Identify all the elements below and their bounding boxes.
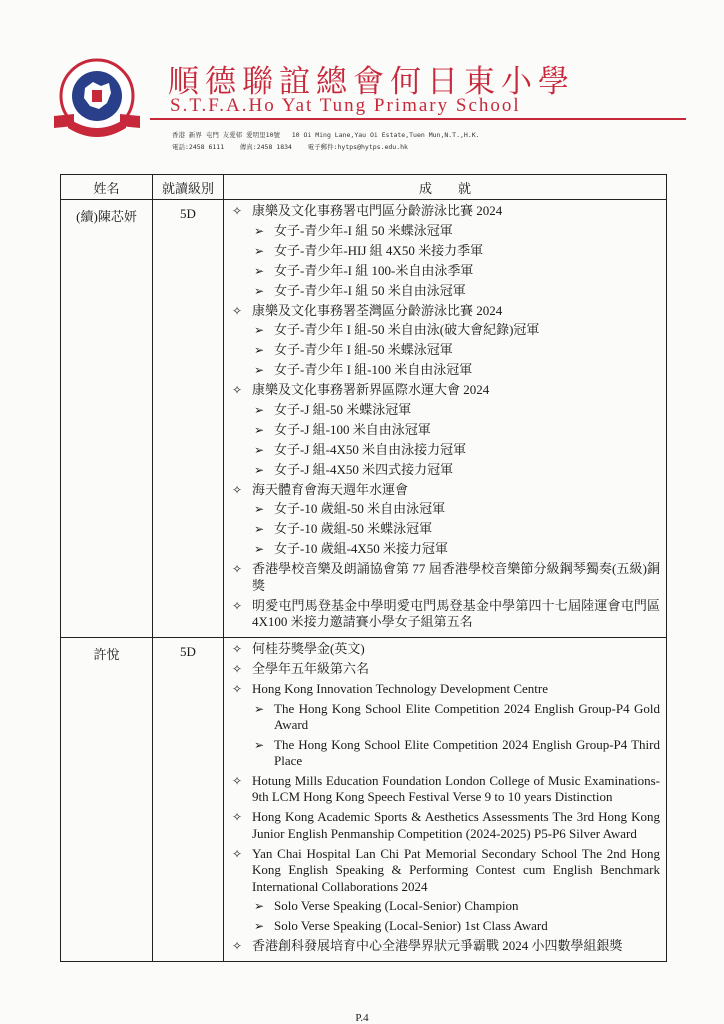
- achievement-item: ✧ 香港創科發展培育中心全港學界狀元爭霸戰 2024 小四數學組銀獎: [230, 938, 660, 955]
- achievement-item: [230, 482, 660, 558]
- achievements-table: [60, 174, 667, 962]
- award-item: ➢ 女子-10 歲組-50 米自由泳冠軍: [252, 501, 660, 517]
- achievement-item: [230, 303, 660, 379]
- achievement-text: 康樂及文化事務署屯門區分齡游泳比賽 2024: [252, 203, 503, 218]
- award-item: ➢ 女子-青少年 I 組-100 米自由泳冠軍: [252, 362, 660, 378]
- header-class: 就讀級別: [153, 175, 224, 200]
- achievement-item: ✧ 何桂芬獎學金(英文): [230, 641, 660, 658]
- achievement-item: ✧ 香港學校音樂及朗誦協會第 77 屆香港學校音樂節分級鋼琴獨奏(五級)銅獎: [230, 561, 660, 594]
- award-item: ➢ 女子-青少年-I 組 50 米蝶泳冠軍: [252, 223, 660, 239]
- table-row: [61, 200, 667, 638]
- award-item: ➢ 女子-10 歲組-4X50 米接力冠軍: [252, 541, 660, 557]
- header-name: 姓名: [61, 175, 153, 200]
- student-name: (續)陳芯妍: [61, 200, 153, 638]
- header-achievements: 成 就: [224, 175, 667, 200]
- achievement-item: ✧ Hotung Mills Education Foundation London College of Music Examinations-9th LCM Hong Kong Speech Festival Verse 9 to 10 years Distinction: [230, 773, 660, 806]
- fax-number: 傳真:2458 1834: [239, 143, 292, 151]
- achievement-item: [230, 846, 660, 935]
- achievement-list: [224, 200, 666, 637]
- phone-number: 電話:2458 6111: [172, 143, 225, 151]
- award-list: [252, 898, 660, 934]
- achievement-text: 康樂及文化事務署荃灣區分齡游泳比賽 2024: [252, 302, 503, 318]
- achievement-item: ✧ 全學年五年級第六名: [230, 661, 660, 678]
- achievement-item: [230, 681, 660, 769]
- page-number: P.4: [355, 1012, 369, 1024]
- achievement-text: 海天體育會海天週年水運會: [252, 481, 409, 497]
- award-item: ➢ Solo Verse Speaking (Local-Senior) 1st Class Award: [252, 918, 660, 934]
- email-address: 電子郵件:hytps@hytps.edu.hk: [307, 143, 408, 151]
- award-item: ➢ The Hong Kong School Elite Competition 2024 English Group-P4 Third Place: [252, 737, 660, 769]
- school-contact: [172, 129, 480, 153]
- achievement-item: [230, 203, 660, 299]
- table-row: [61, 638, 667, 962]
- award-item: ➢ 女子-青少年 I 組-50 米自由泳(破大會紀錄)冠軍: [252, 322, 660, 338]
- student-name: 許悅: [61, 638, 153, 962]
- award-item: ➢ 女子-青少年-HIJ 組 4X50 米接力季軍: [252, 243, 660, 259]
- award-item: ➢ 女子-J 組-4X50 米四式接力冠軍: [252, 462, 660, 478]
- student-class: 5D: [153, 638, 224, 962]
- award-item: ➢ The Hong Kong School Elite Competition 2024 English Group-P4 Gold Award: [252, 701, 660, 733]
- achievement-item: ✧ Hong Kong Academic Sports & Aesthetics Assessments The 3rd Hong Kong Junior English Penmanship Competition (2024-2025) P5-P6 Silver Award: [230, 809, 660, 842]
- achievement-cell: [224, 200, 667, 638]
- school-name-english: S.T.F.A.Ho Yat Tung Primary School: [170, 95, 521, 116]
- award-item: ➢ 女子-J 組-4X50 米自由泳接力冠軍: [252, 442, 660, 458]
- award-item: ➢ 女子-青少年 I 組-50 米蝶泳冠軍: [252, 342, 660, 358]
- award-list: [252, 701, 660, 769]
- award-item: ➢ Solo Verse Speaking (Local-Senior) Champion: [252, 898, 660, 914]
- award-item: ➢ 女子-青少年-I 組 100-米自由泳季軍: [252, 263, 660, 279]
- achievement-item: ✧ 明愛屯門馬登基金中學明愛屯門馬登基金中學第四十七屆陸運會屯門區 4X100 米接力邀請賽小學女子組第五名: [230, 598, 660, 631]
- address-chinese: 香港 新界 屯門 友愛邨 愛明里10號: [172, 131, 280, 139]
- address-english: 10 Oi Ming Lane,Yau Oi Estate,Tuen Mun,N.T.,H.K.: [291, 131, 480, 139]
- achievement-text: Yan Chai Hospital Lan Chi Pat Memorial Secondary School The 2nd Hong Kong English Speaking & Performing Contest cum English Benchmark International Collaborations 2024: [252, 845, 660, 894]
- achievement-cell: [224, 638, 667, 962]
- school-name-chinese: 順德聯誼總會何日東小學: [168, 64, 575, 100]
- school-logo: [52, 58, 142, 140]
- award-list: [252, 322, 660, 378]
- achievement-item: [230, 382, 660, 478]
- award-item: ➢ 女子-J 組-50 米蝶泳冠軍: [252, 402, 660, 418]
- table-header-row: [61, 175, 667, 200]
- award-list: [252, 501, 660, 557]
- award-item: ➢ 女子-青少年-I 組 50 米自由泳冠軍: [252, 283, 660, 299]
- achievement-text: Hong Kong Innovation Technology Development Centre: [252, 681, 548, 696]
- student-class: 5D: [153, 200, 224, 638]
- header-divider: [150, 118, 686, 120]
- award-item: ➢ 女子-10 歲組-50 米蝶泳冠軍: [252, 521, 660, 537]
- award-item: ➢ 女子-J 組-100 米自由泳冠軍: [252, 422, 660, 438]
- achievement-list: [224, 638, 666, 961]
- achievement-text: 康樂及文化事務署新界區際水運大會 2024: [252, 382, 490, 397]
- award-list: [252, 223, 660, 299]
- award-list: [252, 402, 660, 478]
